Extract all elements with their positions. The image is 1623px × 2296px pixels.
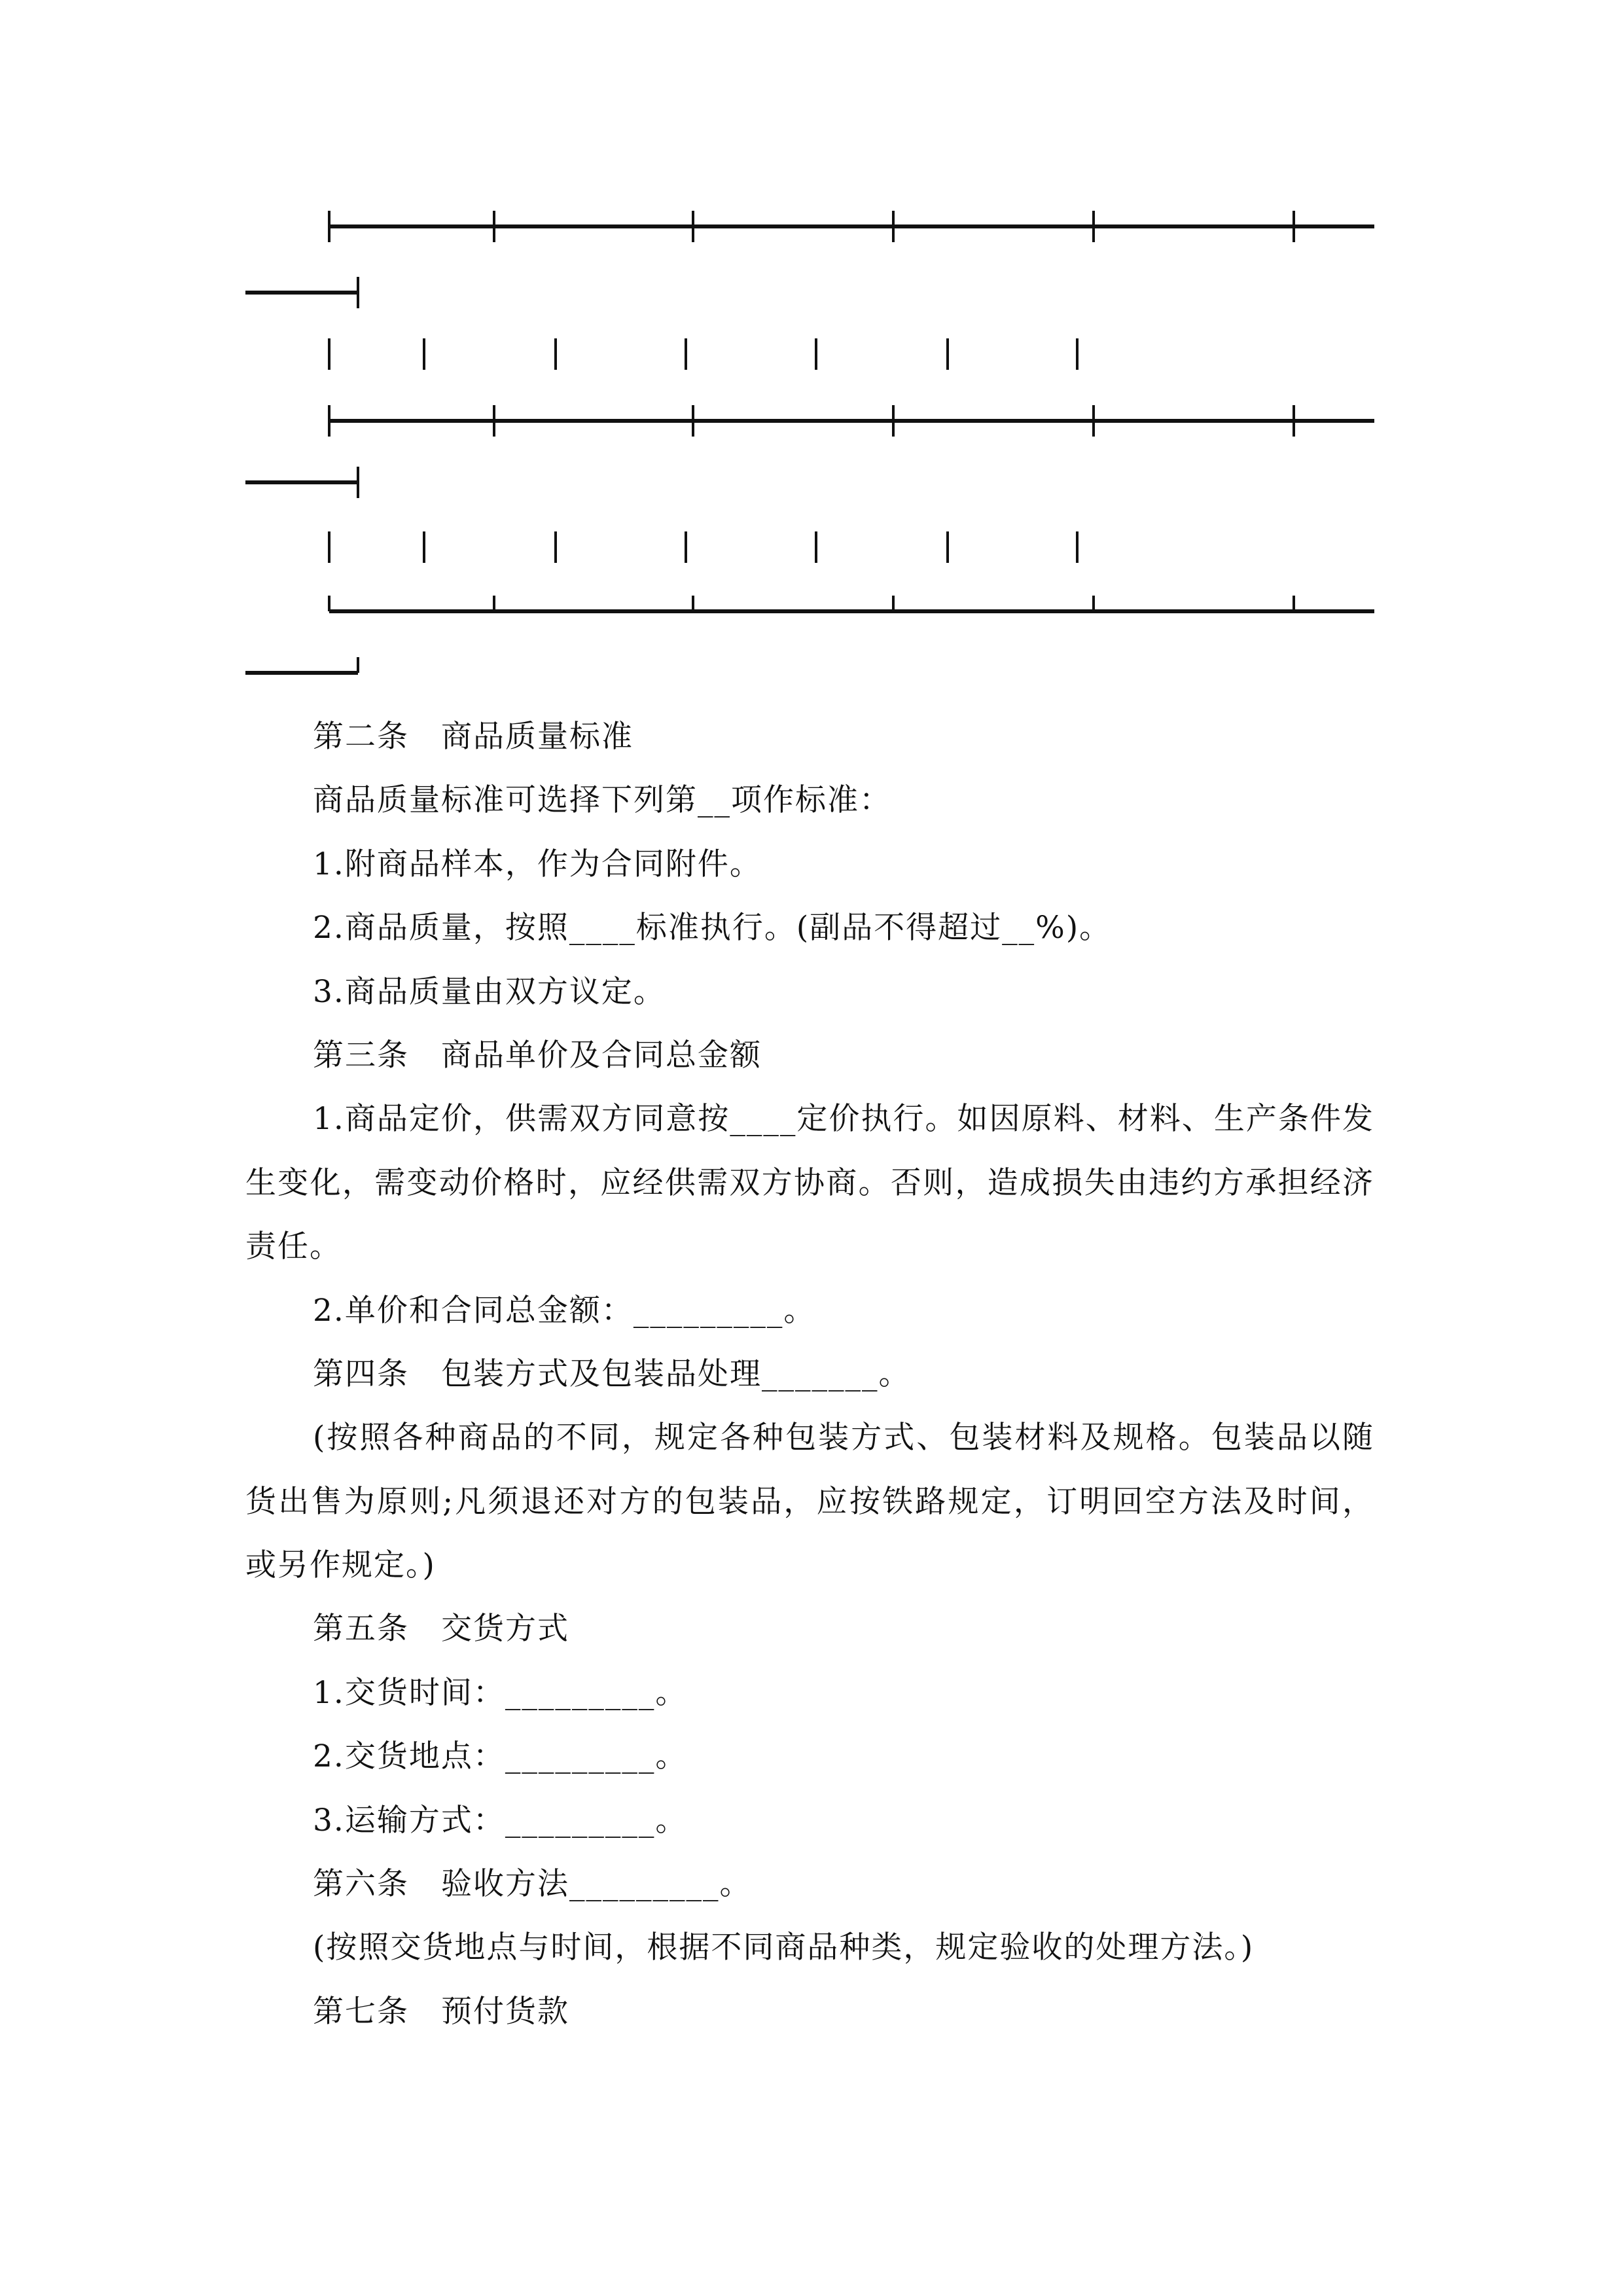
- text-line: 第二条 商品质量标准: [313, 719, 633, 755]
- table-cell-divider: [1076, 531, 1079, 563]
- table-column-tick: [493, 405, 495, 437]
- text-line: 生变化，需变动价格时，应经供需双方协商。否则，造成损失由违约方承担经济: [245, 1164, 1374, 1201]
- table-column-tick: [1293, 211, 1295, 242]
- table-cell-divider: [946, 338, 949, 370]
- table-column-tick: [493, 596, 495, 611]
- text-line: 第七条 预付货款: [313, 1993, 569, 2030]
- table-cell-divider: [815, 531, 817, 563]
- table-wrapped-rule: [245, 480, 358, 484]
- table-column-tick: [692, 405, 694, 437]
- text-line: 第五条 交货方式: [313, 1611, 569, 1647]
- text-line: 3.商品质量由双方议定。: [313, 973, 666, 1010]
- text-line: 1.商品定价，供需双方同意按____定价执行。如因原料、材料、生产条件发: [313, 1101, 1374, 1138]
- text-line: 货出售为原则;凡须退还对方的包装品，应按铁路规定，订明回空方法及时间，: [245, 1483, 1374, 1520]
- table-column-tick: [1092, 211, 1095, 242]
- table-column-tick: [328, 405, 330, 437]
- table-column-tick: [1092, 596, 1095, 611]
- table-horizontal-rule: [329, 419, 1374, 423]
- text-line: 1.交货时间：_________。: [313, 1674, 688, 1711]
- table-column-tick: [692, 596, 694, 611]
- table-column-tick: [892, 405, 895, 437]
- text-line: 2.单价和合同总金额：_________。: [313, 1292, 816, 1329]
- table-column-tick: [328, 211, 330, 242]
- table-wrapped-rule: [245, 291, 358, 295]
- text-line: 2.商品质量，按照____标准执行。(副品不得超过__%)。: [313, 910, 1112, 946]
- text-line: 或另作规定。): [245, 1547, 436, 1584]
- table-horizontal-rule: [329, 609, 1374, 613]
- table-column-tick: [692, 211, 694, 242]
- table-cell-divider: [685, 531, 687, 563]
- table-column-tick: [1293, 596, 1295, 611]
- text-line: 责任。: [245, 1229, 342, 1265]
- table-cell-divider: [554, 338, 557, 370]
- table-column-tick: [1092, 405, 1095, 437]
- text-line: (按照各种商品的不同，规定各种包装方式、包装材料及规格。包装品以随: [313, 1420, 1374, 1456]
- table-cell-divider: [815, 338, 817, 370]
- table-column-tick: [892, 596, 895, 611]
- text-line: 第六条 验收方法_________。: [313, 1866, 752, 1903]
- table-end-tick: [357, 277, 359, 308]
- text-line: 第四条 包装方式及包装品处理_______。: [313, 1355, 911, 1392]
- table-cell-divider: [328, 531, 330, 563]
- text-line: 商品质量标准可选择下列第__项作标准：: [313, 782, 891, 819]
- table-column-tick: [892, 211, 895, 242]
- table-end-tick: [357, 467, 359, 498]
- text-line: 3.运输方式：_________。: [313, 1802, 688, 1839]
- text-line: (按照交货地点与时间，根据不同商品种类，规定验收的处理方法。): [313, 1929, 1255, 1966]
- text-line: 1.附商品样本，作为合同附件。: [313, 846, 762, 882]
- table-cell-divider: [328, 338, 330, 370]
- table-cell-divider: [423, 531, 425, 563]
- table-column-tick: [1293, 405, 1295, 437]
- text-line: 2.交货地点：_________。: [313, 1738, 688, 1775]
- table-end-tick: [357, 657, 359, 673]
- table-column-tick: [493, 211, 495, 242]
- table-horizontal-rule: [329, 224, 1374, 228]
- table-column-tick: [328, 596, 330, 611]
- contract-body: [245, 705, 1374, 2043]
- table-cell-divider: [554, 531, 557, 563]
- table-cell-divider: [946, 531, 949, 563]
- table-cell-divider: [423, 338, 425, 370]
- text-line: 第三条 商品单价及合同总金额: [313, 1037, 762, 1073]
- table-wrapped-rule: [245, 671, 358, 675]
- table-cell-divider: [1076, 338, 1079, 370]
- table-cell-divider: [685, 338, 687, 370]
